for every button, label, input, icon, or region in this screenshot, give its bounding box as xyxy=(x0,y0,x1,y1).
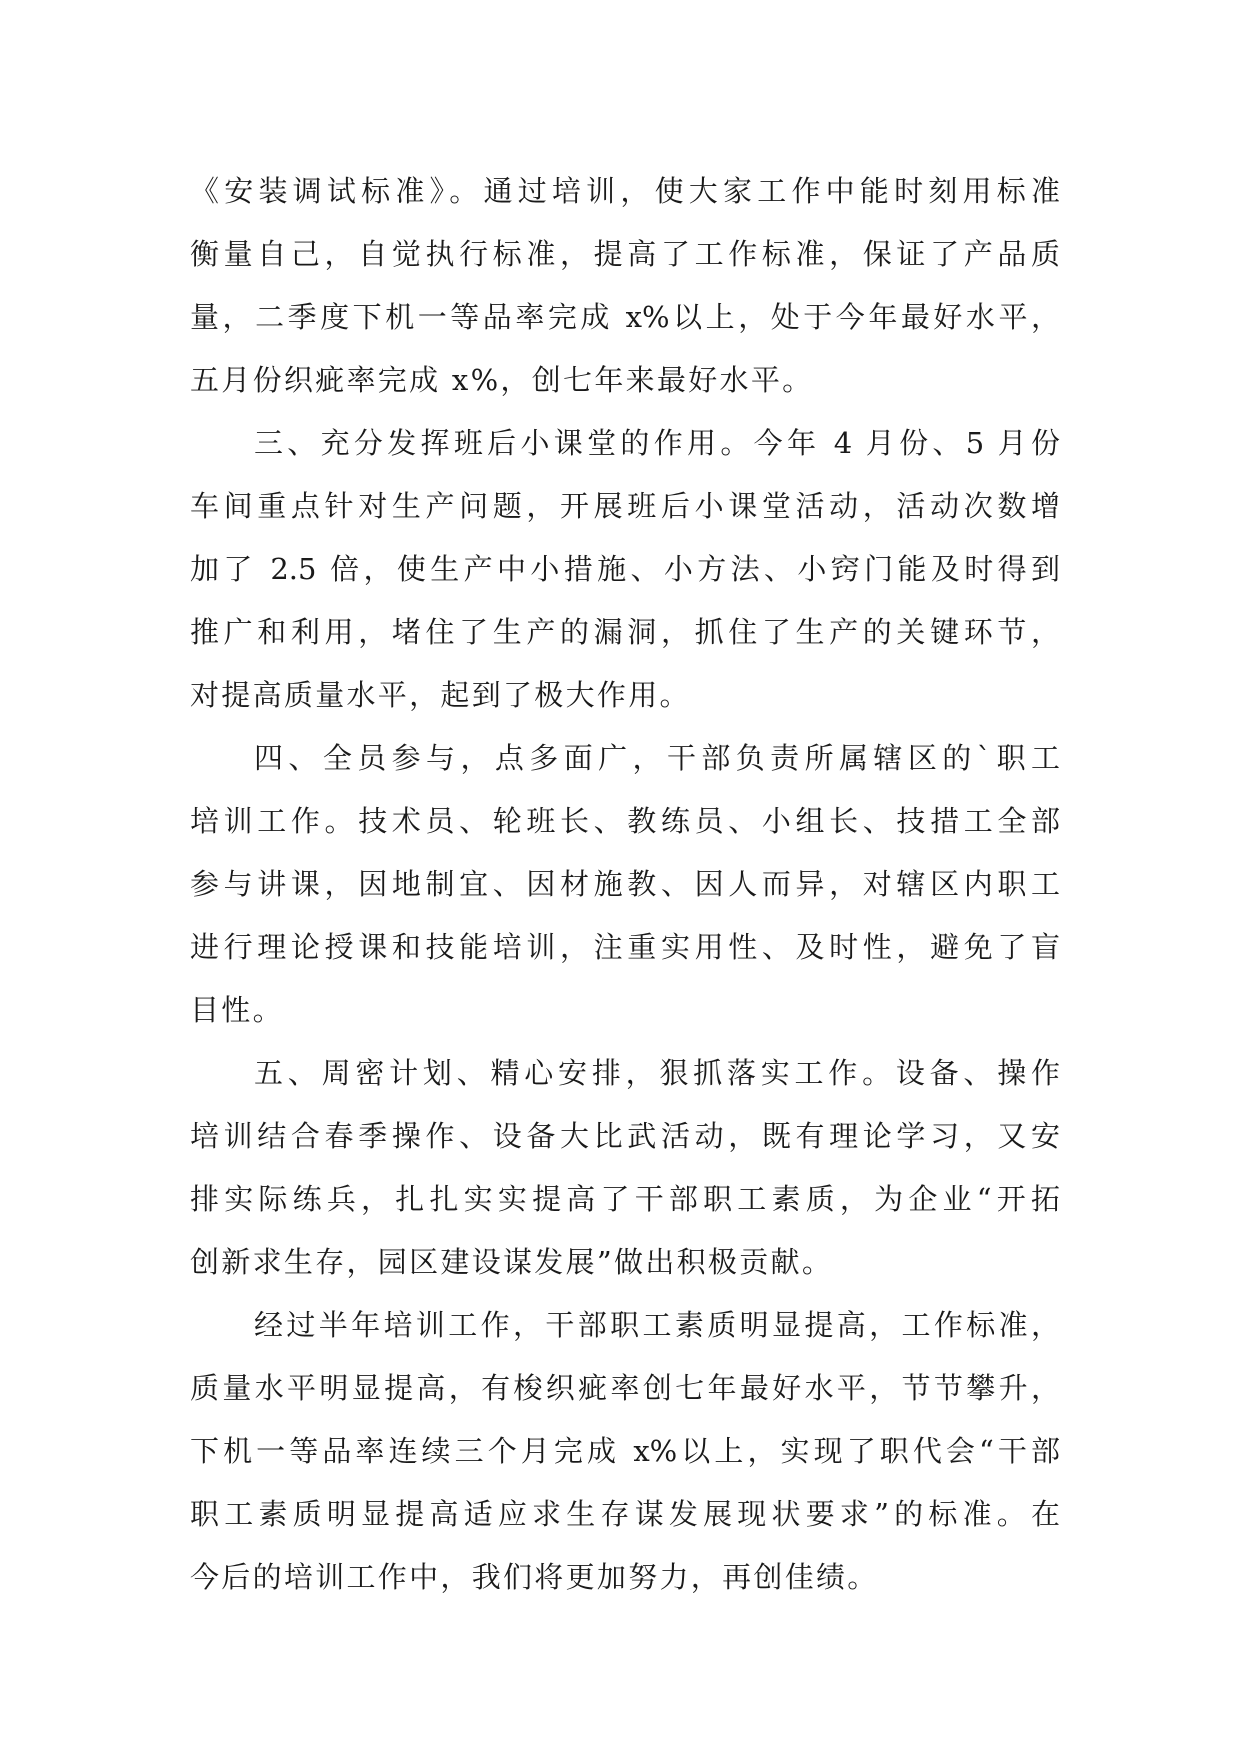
text-line: 进行理论授课和技能培训，注重实用性、及时性，避免了盲 xyxy=(190,930,1060,964)
text-line: 质量水平明显提高，有梭织疵率创七年最好水平，节节攀升， xyxy=(190,1371,1060,1405)
text-line: 量，二季度下机一等品率完成 x%以上，处于今年最好水平， xyxy=(190,300,1060,334)
text-line: 参与讲课，因地制宜、因材施教、因人而异，对辖区内职工 xyxy=(190,867,1060,901)
text-line: 推广和利用，堵住了生产的漏洞，抓住了生产的关键环节， xyxy=(190,615,1060,649)
text-line: 下机一等品率连续三个月完成 x%以上，实现了职代会“干部 xyxy=(190,1434,1060,1468)
text-line: 培训工作。技术员、轮班长、教练员、小组长、技措工全部 xyxy=(190,804,1060,838)
text-line: 五、周密计划、精心安排，狠抓落实工作。设备、操作 xyxy=(254,1056,1060,1090)
text-line: 职工素质明显提高适应求生存谋发展现状要求”的标准。在 xyxy=(190,1497,1060,1531)
text-line: 四、全员参与，点多面广，干部负责所属辖区的`职工 xyxy=(254,741,1060,775)
text-line: 排实际练兵，扎扎实实提高了干部职工素质，为企业“开拓 xyxy=(190,1182,1060,1216)
text-line: 车间重点针对生产问题，开展班后小课堂活动，活动次数增 xyxy=(190,489,1060,523)
text-line: 对提高质量水平，起到了极大作用。 xyxy=(190,678,691,712)
text-line: 三、充分发挥班后小课堂的作用。今年 4 月份、5 月份 xyxy=(254,426,1060,460)
text-line: 《安装调试标准》。通过培训，使大家工作中能时刻用标准 xyxy=(190,174,1060,208)
text-line: 今后的培训工作中，我们将更加努力，再创佳绩。 xyxy=(190,1560,879,1594)
document-body-text xyxy=(190,160,1060,1609)
text-line: 经过半年培训工作，干部职工素质明显提高，工作标准， xyxy=(254,1308,1060,1342)
text-line: 目性。 xyxy=(190,993,284,1027)
text-line: 培训结合春季操作、设备大比武活动，既有理论学习，又安 xyxy=(190,1119,1060,1153)
text-line: 五月份织疵率完成 x%，创七年来最好水平。 xyxy=(190,363,814,397)
text-line: 加了 2.5 倍，使生产中小措施、小方法、小窍门能及时得到 xyxy=(190,552,1060,586)
text-line: 创新求生存，园区建设谋发展”做出积极贡献。 xyxy=(190,1245,834,1279)
text-line: 衡量自己，自觉执行标准，提高了工作标准，保证了产品质 xyxy=(190,237,1060,271)
